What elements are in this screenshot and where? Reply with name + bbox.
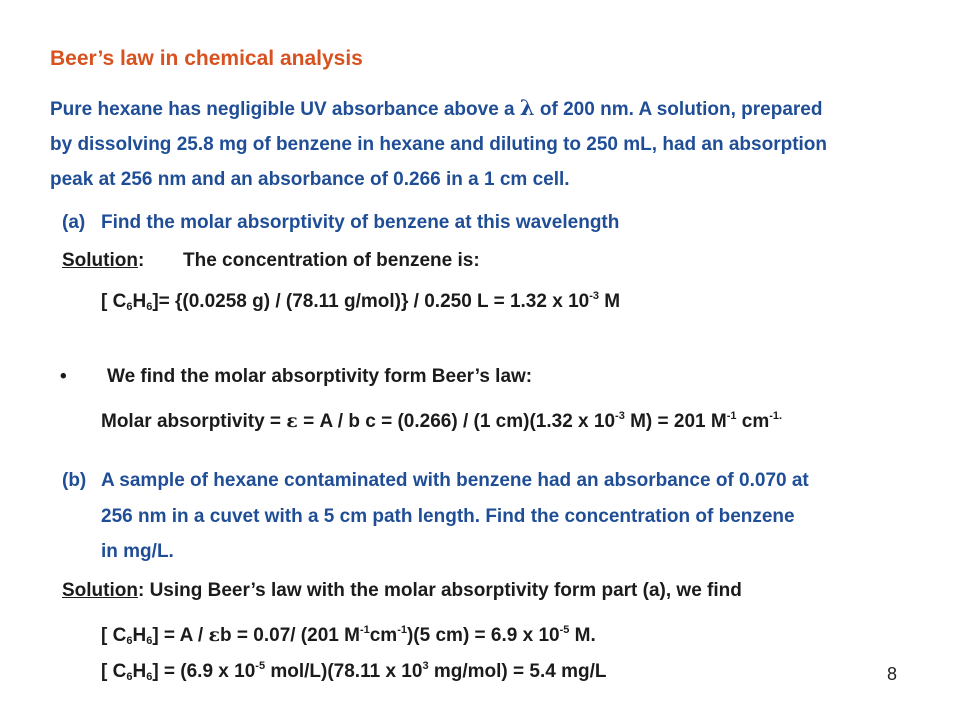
bullet-icon: • — [60, 366, 67, 387]
solution-label: Solution — [62, 250, 138, 271]
part-a-solution-line — [62, 249, 144, 273]
equation-molar-absorptivity: Molar absorptivity = ε = A / b c = (0.266) / (1 cm)(1.32 x $10^{-3}$ M) = 201 $M^{-1}$ $cm^{-1.}$ — [101, 410, 783, 432]
bullet-text: We find the molar absorptivity form Beer’s law: — [107, 366, 533, 387]
intro-line-2: by dissolving 25.8 mg of benzene in hexane and diluting to 250 mL, had an absorption — [50, 134, 828, 155]
equation-concentration-b: [ $C_6H_6] = A / \varepsilon b = 0.07/$ (201 $M^{-1}cm^{-1})(5$ cm) = 6.9 x $10^{-5}$ M. — [101, 624, 596, 647]
part-a-label: (a) — [62, 212, 86, 233]
page-number: 8 — [887, 664, 898, 684]
solution-text: : Using Beer’s law with the molar absorptivity form part (a), we find — [137, 580, 742, 601]
equation-concentration: [ $C_6H_6]= \{(0.0258$ g) / (78.11 g/mol)} / 0.250 L = 1.32 x $10^{-3}$ M — [101, 290, 621, 313]
part-b-line-1: A sample of hexane contaminated with benzene had an absorbance of 0.070 at — [101, 470, 809, 491]
lambda-symbol: λ — [519, 95, 535, 120]
intro-text: Pure hexane has negligible UV absorbance above a — [50, 99, 515, 120]
part-a-solution-text: The concentration of benzene is: — [183, 250, 480, 271]
part-a-question: Find the molar absorptivity of benzene at this wavelength — [101, 212, 620, 233]
part-b-label: (b) — [62, 470, 87, 491]
intro-line-3: peak at 256 nm and an absorbance of 0.266 in a 1 cm cell. — [50, 169, 570, 190]
epsilon-symbol: ε — [208, 624, 221, 646]
epsilon-symbol: ε — [286, 410, 298, 432]
intro-line-1 — [50, 96, 823, 122]
part-b-solution-line — [62, 579, 742, 603]
part-b-line-3: in mg/L. — [101, 541, 174, 562]
equation-mg-per-l: [ $C_6H_6] = (6.9$ x $10^{-5}$ mol/L)(78.11 x $10^3$ mg/mol) = 5.4 mg/L — [101, 660, 607, 683]
solution-colon: : — [137, 250, 145, 271]
part-b-line-2: 256 nm in a cuvet with a 5 cm path length. Find the concentration of benzene — [101, 506, 795, 527]
solution-label: Solution — [62, 580, 138, 601]
slide-title: Beer’s law in chemical analysis — [50, 47, 363, 70]
intro-text: of 200 nm. A solution, prepared — [539, 99, 823, 120]
